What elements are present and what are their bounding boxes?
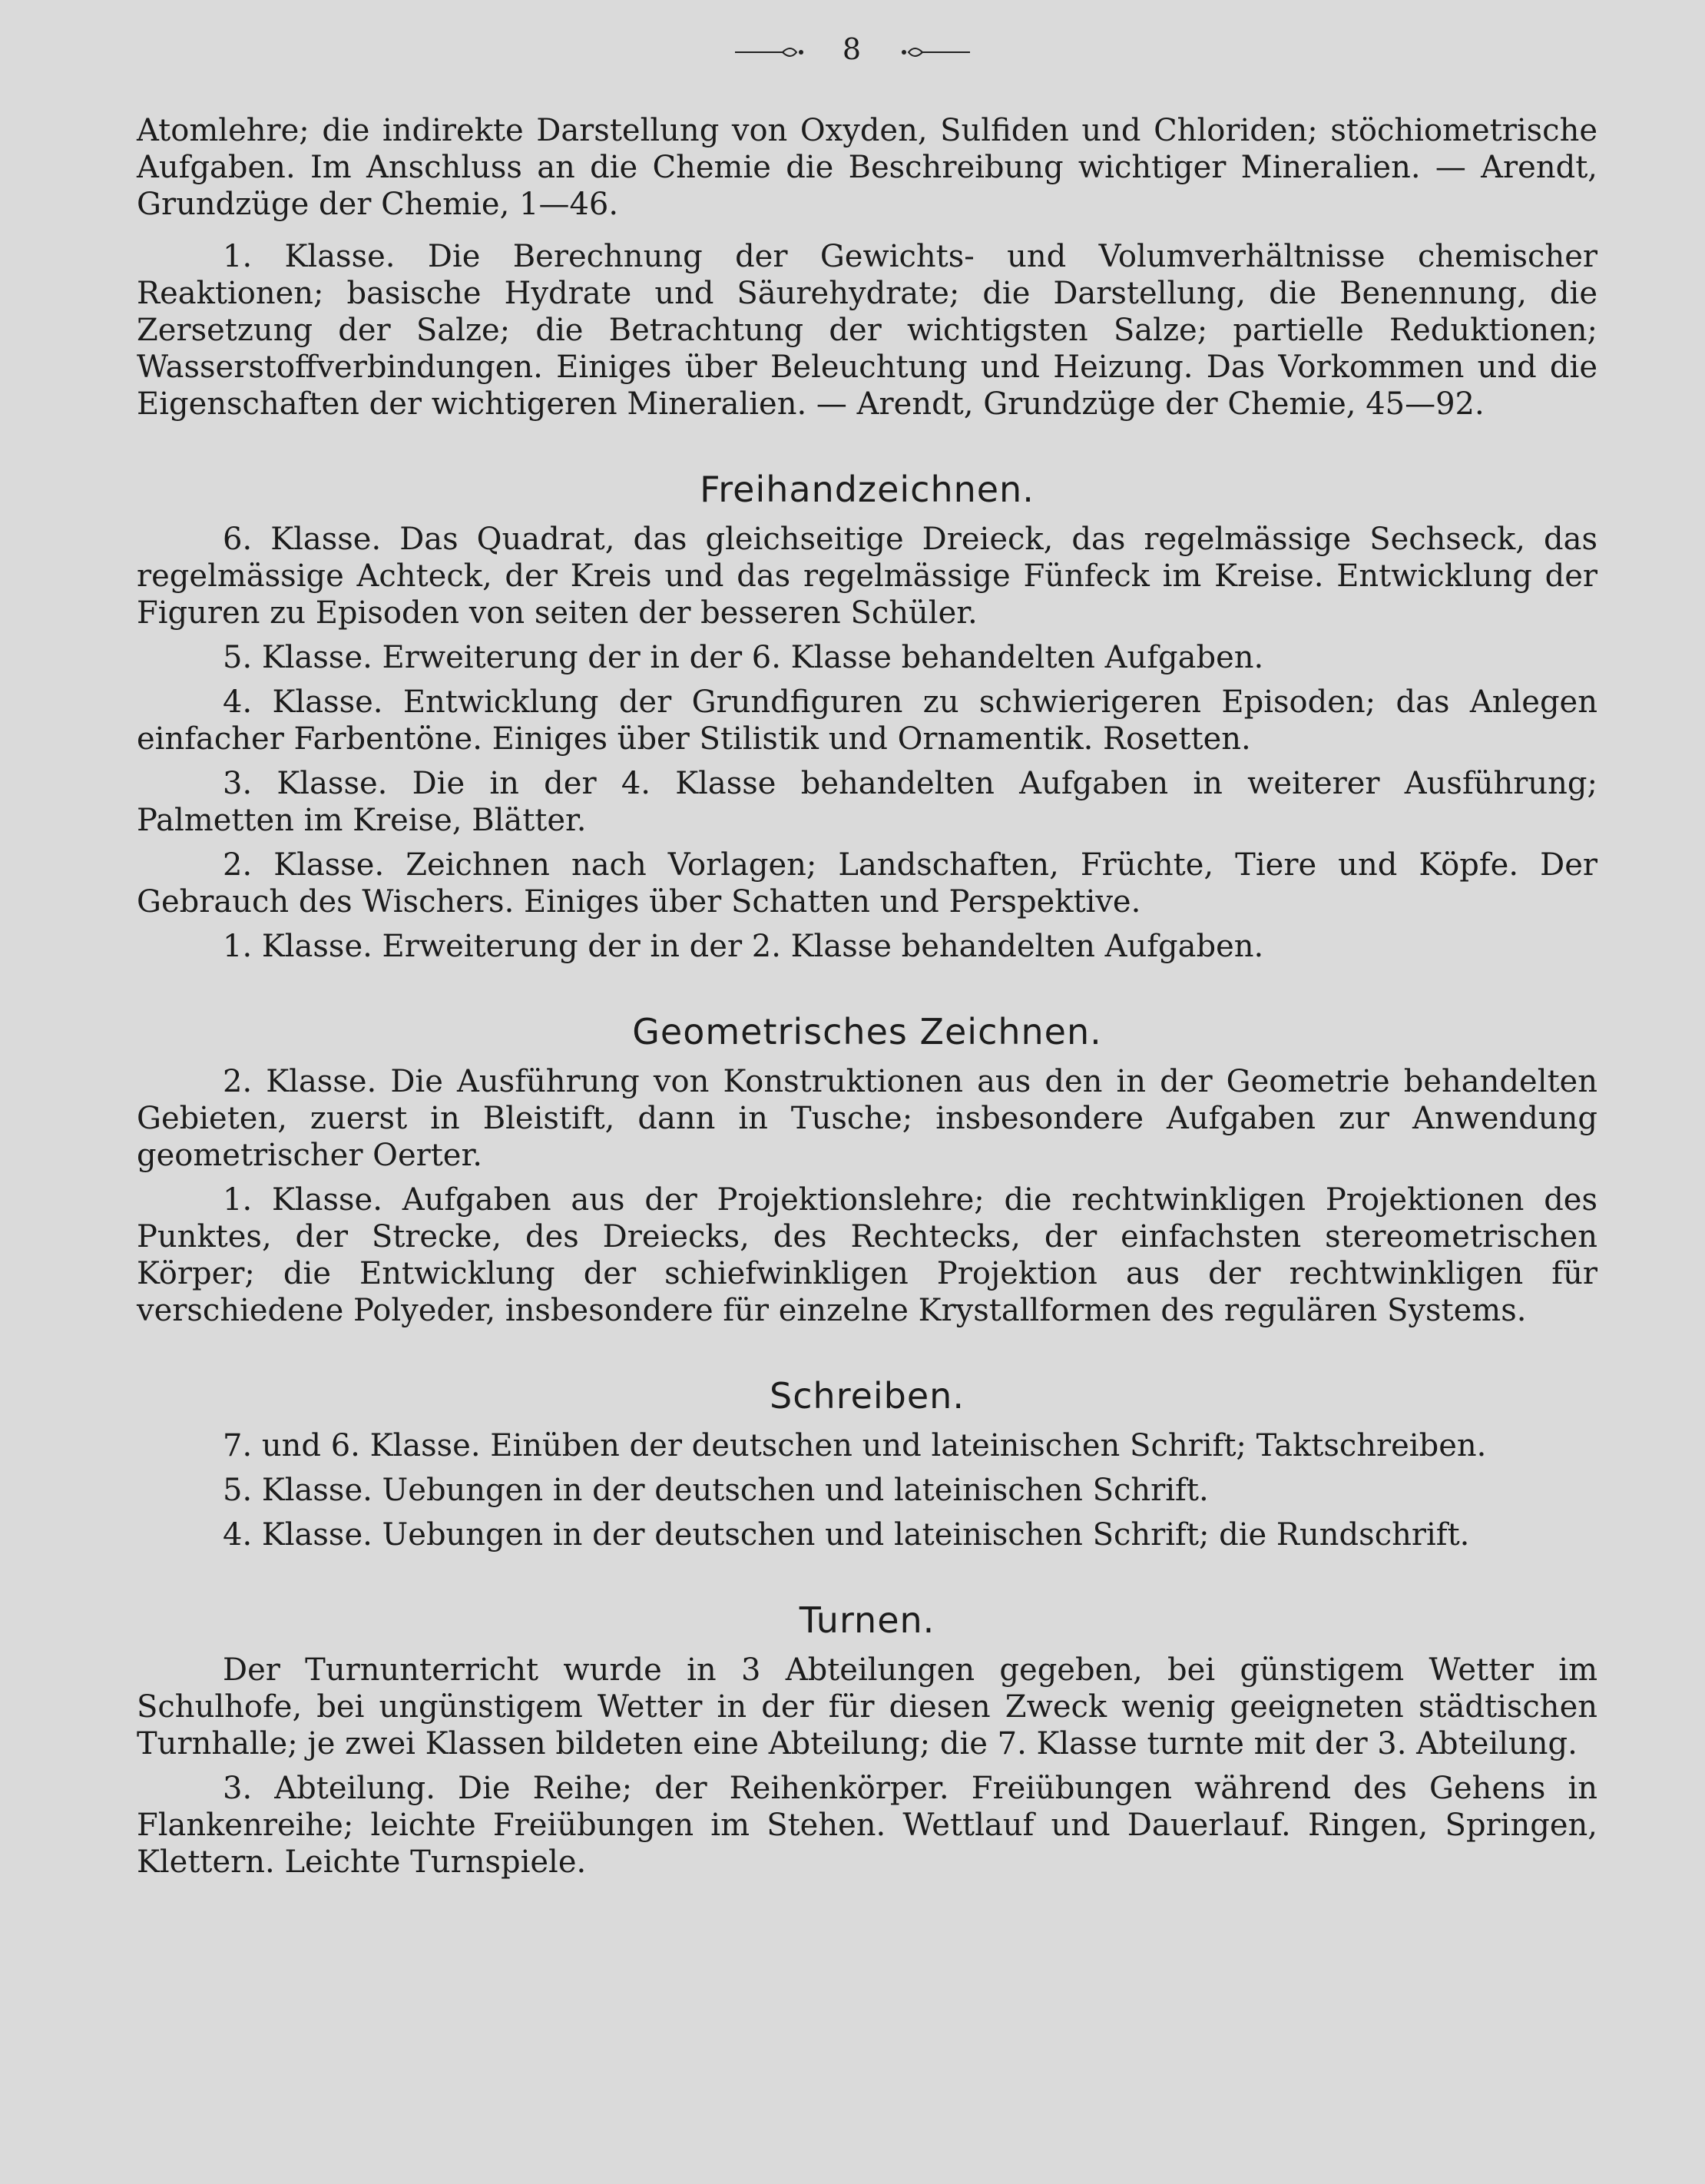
- page-content: [137, 112, 1597, 1881]
- section-paragraph: 4. Klasse. Uebungen in der deutschen und lateinischen Schrift; die Rundschrift.: [223, 1517, 1470, 1553]
- section-schreiben: [137, 1427, 1597, 1553]
- section-title-turnen: Turnen.: [799, 1599, 935, 1641]
- section-paragraph: 5. Klasse. Erweiterung der in der 6. Klasse behandelten Aufgaben.: [223, 640, 1264, 675]
- section-paragraph: 4. Klasse. Entwicklung der Grundfiguren zu schwierigeren Episoden; das Anlegen einfacher Farbentöne. Einiges über Stilistik und Ornamentik. Rosetten.: [137, 684, 1597, 757]
- section-paragraph: 3. Abteilung. Die Reihe; der Reihenkörper. Freiübungen während des Gehens in Flankenreihe; leichte Freiübungen im Stehen. Wettlauf und Dauerlauf. Ringen, Springen, Klettern. Leichte Turnspiele.: [137, 1771, 1597, 1880]
- section-paragraph: Der Turnunterricht wurde in 3 Abteilungen gegeben, bei günstigem Wetter im Schulhofe, bei ungünstigem Wetter in der für diesen Zweck wenig geeigneten städtischen Turnhalle; je zwei Klassen bildeten eine Abteilung; die 7. Klasse turnte mit der 3. Abteilung.: [137, 1652, 1597, 1761]
- section-paragraph: 2. Klasse. Zeichnen nach Vorlagen; Landschaften, Früchte, Tiere und Köpfe. Der Gebrauch des Wischers. Einiges über Schatten und Perspektive.: [137, 847, 1597, 920]
- section-turnen: [137, 1652, 1597, 1881]
- section-title-freihandzeichnen: Freihandzeichnen.: [700, 469, 1035, 510]
- right-ornament-icon: [893, 43, 970, 61]
- intro-paragraph: Atomlehre; die indirekte Darstellung von Oxyden, Sulfiden und Chloriden; stöchiometrische Aufgaben. Im Anschluss an die Chemie die Beschreibung wichtiger Mineralien. — Arendt, Grundzüge der Chemie, 1—46.: [137, 113, 1597, 222]
- section-title-schreiben: Schreiben.: [770, 1375, 965, 1417]
- section-paragraph: 2. Klasse. Die Ausführung von Konstruktionen aus den in der Geometrie behandelten Gebieten, zuerst in Bleistift, dann in Tusche; insbesondere Aufgaben zur Anwendung geometrischer Oerter.: [137, 1064, 1597, 1173]
- section-paragraph: 7. und 6. Klasse. Einüben der deutschen und lateinischen Schrift; Taktschreiben.: [223, 1428, 1487, 1463]
- section-title-geometrisches-zeichnen: Geometrisches Zeichnen.: [632, 1011, 1102, 1052]
- section-paragraph: 6. Klasse. Das Quadrat, das gleichseitige Dreieck, das regelmässige Sechseck, das regelmässige Achteck, der Kreis und das regelmässige Fünfeck im Kreise. Entwicklung der Figuren zu Episoden von seiten der besseren Schüler.: [137, 522, 1597, 631]
- intro-block: [137, 112, 1597, 423]
- section-paragraph: 1. Klasse. Erweiterung der in der 2. Klasse behandelten Aufgaben.: [223, 929, 1264, 964]
- left-ornament-icon: [735, 43, 812, 61]
- section-paragraph: 3. Klasse. Die in der 4. Klasse behandelten Aufgaben in weiterer Ausführung; Palmetten im Kreise, Blätter.: [137, 766, 1597, 838]
- section-paragraph: 5. Klasse. Uebungen in der deutschen und lateinischen Schrift.: [223, 1473, 1209, 1508]
- intro-paragraph: 1. Klasse. Die Berechnung der Gewichts- und Volumverhältnisse chemischer Reaktionen; basische Hydrate und Säurehydrate; die Darstellung, die Benennung, die Zersetzung der Salze; die Betrachtung der wichtigsten Salze; partielle Reduktionen; Wasserstoffverbindungen. Einiges über Beleuchtung und Heizung. Das Vorkommen und die Eigenschaften der wichtigeren Mineralien. — Arendt, Grundzüge der Chemie, 45—92.: [137, 239, 1597, 422]
- page-number: 8: [842, 32, 863, 66]
- section-paragraph: 1. Klasse. Aufgaben aus der Projektionslehre; die rechtwinkligen Projektionen des Punktes, der Strecke, des Dreiecks, des Rechtecks, der einfachsten stereometrischen Körper; die Entwicklung der schiefwinkligen Projektion aus der rechtwinkligen für verschiedene Polyeder, insbesondere für einzelne Krystallformen des regulären Systems.: [137, 1182, 1597, 1328]
- page-header: [0, 32, 1705, 66]
- section-geometrisches-zeichnen: [137, 1063, 1597, 1329]
- section-freihandzeichnen: [137, 521, 1597, 965]
